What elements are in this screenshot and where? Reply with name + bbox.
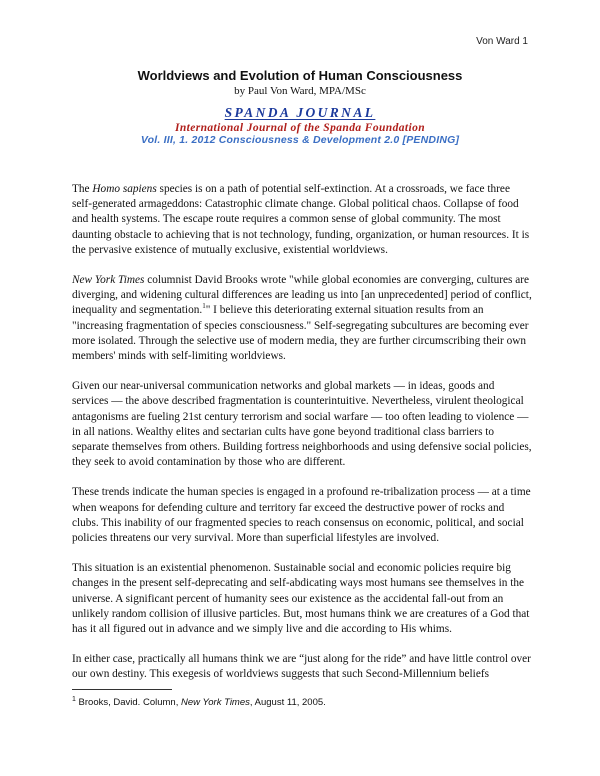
paragraph-4: These trends indicate the human species is engaged in a profound re-tribalization process — at a time when weapons for defending culture and territory far exceed the destructive power of rocks and clubs. This inability of our fragmented species to reach consensus on economic, political, and social policies threatens our very survival. More than superficial lifestyles are involved. xyxy=(72,486,531,545)
article-body xyxy=(72,182,532,698)
article-title: Worldviews and Evolution of Human Consciousness xyxy=(137,68,463,83)
p1-italic: Homo sapiens xyxy=(92,183,157,195)
p2-part-a: columnist David Brooks wrote "while global economies are converging, cultures are diverging, and widening cultural differences are leading us into [an unprecedented] period of conflict, inequality and segmentation. xyxy=(72,274,532,317)
journal-subtitle: International Journal of the Spanda Foundation xyxy=(174,122,426,134)
p2-italic: New York Times xyxy=(72,274,145,287)
byline: by Paul Von Ward, MPA/MSc xyxy=(234,85,366,97)
footnote xyxy=(72,697,532,708)
p1-pre: The xyxy=(72,183,93,195)
running-head: Von Ward 1 xyxy=(476,36,528,47)
p1-post: species is on a path of potential self-extinction. At a crossroads, we face three self-generated armageddons: Catastrophic climate change. Global political chaos. Collapse of food and health systems. The escape route requires a common sense of global community. The most daunting obstacle to achieving that is not technology, funding, organization, or human resources. It is the pervasive existence of mutually exclusive, existential worldviews. xyxy=(72,183,530,256)
footnote-divider xyxy=(72,689,172,690)
journal-masthead xyxy=(0,105,600,146)
footnote-ref[interactable]: 1 xyxy=(202,302,206,311)
paragraph-2 xyxy=(72,273,532,364)
footnote-marker: 1 xyxy=(72,695,76,703)
footnote-pre: Brooks, David. Column, xyxy=(75,697,181,708)
journal-name: SPANDA JOURNAL xyxy=(224,105,376,120)
paragraph-3: Given our near-universal communication networks and global markets — in ideas, goods and services — the above described fragmentation is counterintuitive. Nevertheless, virulent theological antagonisms are fueling 21st century terrorism and social warfare — too often leading to violence — in all nations. Wealthy elites and sectarian cults have gone beyond traditional class barriers to separate themselves from others. Building fortress neighborhoods and using defensive social policies, they seek to avoid contamination by those who are different. xyxy=(72,380,532,469)
paragraph-5: This situation is an existential phenomenon. Sustainable social and economic policies require big changes in the present self-deprecating and self-abdicating ways most humans see themselves in the universe. A significant percent of humanity sees our existence as the accidental fall-out from an unlikely random collision of illusive particles. But, most humans think we are creatures of a God that has it all figured out in advance and we simply live and die according to His whims. xyxy=(72,562,530,636)
footnote-italic: New York Times xyxy=(180,697,250,708)
footnote-post: , August 11, 2005. xyxy=(249,697,326,708)
paragraph-6: In either case, practically all humans think we are “just along for the ride” and have little control over our own destiny. This exegesis of worldviews suggests that such Second-Millennium beliefs xyxy=(72,653,531,681)
p2-part-b: " I believe this deteriorating external situation results from an "increasing fragmentation of species consciousness." Self-segregating subcultures are becoming ever more isolated. Through the selective use of modern media, they are further circumscribing their own members' minds with self-limiting worldviews. xyxy=(72,304,529,363)
journal-volume-line: Vol. III, 1. 2012 Consciousness & Development 2.0 [PENDING] xyxy=(140,134,460,146)
paragraph-1 xyxy=(72,182,532,258)
